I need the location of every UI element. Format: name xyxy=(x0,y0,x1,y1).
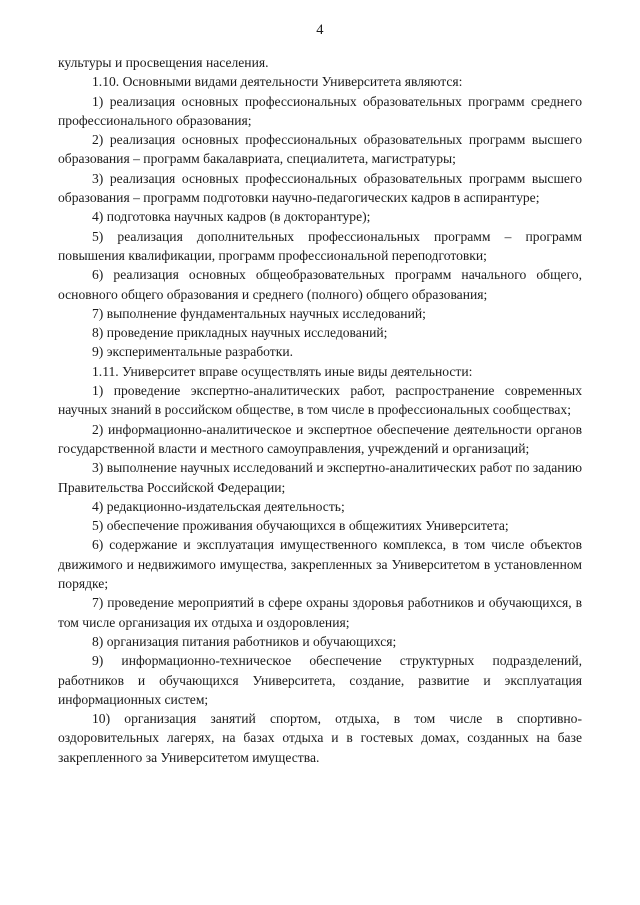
paragraph: 8) проведение прикладных научных исследований; xyxy=(92,325,388,341)
paragraph: 8) организация питания работников и обучающихся; xyxy=(92,633,397,649)
paragraph: 9) информационно-техническое обеспечение структурных подразделений, работников и обучающихся Университета, создание, развитие и эксплуатация информационных систем; xyxy=(58,653,582,707)
paragraph: 5) обеспечение проживания обучающихся в общежитиях Университета; xyxy=(92,518,509,534)
paragraph-heading-1-11: 1.11. Университет вправе осуществлять иные виды деятельности: xyxy=(92,363,473,379)
page-number: 4 xyxy=(316,22,324,38)
paragraph: 7) проведение мероприятий в сфере охраны здоровья работников и обучающихся, в том числе организация их отдыха и оздоровления; xyxy=(58,595,582,630)
paragraph: 1) реализация основных профессиональных образовательных программ среднего профессионального образования; xyxy=(58,93,582,128)
paragraph: 2) реализация основных профессиональных образовательных программ высшего образования – программ бакалавриата, специалитета, магистратуры; xyxy=(58,132,582,167)
paragraph: культуры и просвещения населения. xyxy=(58,55,269,70)
paragraph: 10) организация занятий спортом, отдыха, в том числе в спортивно-оздоровительных лагерях, на базах отдыха и в гостевых домах, созданных на базе закрепленного за Университетом имущества. xyxy=(58,711,582,765)
paragraph: 4) подготовка научных кадров (в докторантуре); xyxy=(92,209,371,225)
paragraph-heading-1-10: 1.10. Основными видами деятельности Университета являются: xyxy=(92,74,463,90)
paragraph: 3) выполнение научных исследований и экспертно-аналитических работ по заданию Правительства Российской Федерации; xyxy=(58,460,582,495)
document-body xyxy=(58,53,582,767)
paragraph: 5) реализация дополнительных профессиональных программ – программ повышения квалификации, программ профессиональной переподготовки; xyxy=(58,228,582,263)
paragraph: 6) содержание и эксплуатация имущественного комплекса, в том числе объектов движимого и недвижимого имущества, закрепленных за Университетом в установленном порядке; xyxy=(58,537,582,592)
paragraph: 6) реализация основных общеобразовательных программ начального общего, основного общего образования и среднего (полного) общего образования; xyxy=(58,267,582,302)
paragraph: 2) информационно-аналитическое и экспертное обеспечение деятельности органов государственной власти и местного самоуправления, учреждений и организаций; xyxy=(58,421,582,456)
paragraph: 9) экспериментальные разработки. xyxy=(92,344,294,360)
paragraph: 1) проведение экспертно-аналитических работ, распространение современных научных знаний в российском обществе, в том числе в профессиональных сообществах; xyxy=(58,383,582,418)
paragraph: 7) выполнение фундаментальных научных исследований; xyxy=(92,305,426,321)
paragraph: 4) редакционно-издательская деятельность; xyxy=(92,498,345,514)
paragraph: 3) реализация основных профессиональных образовательных программ высшего образования – программ подготовки научно-педагогических кадров в аспирантуре; xyxy=(58,170,582,206)
